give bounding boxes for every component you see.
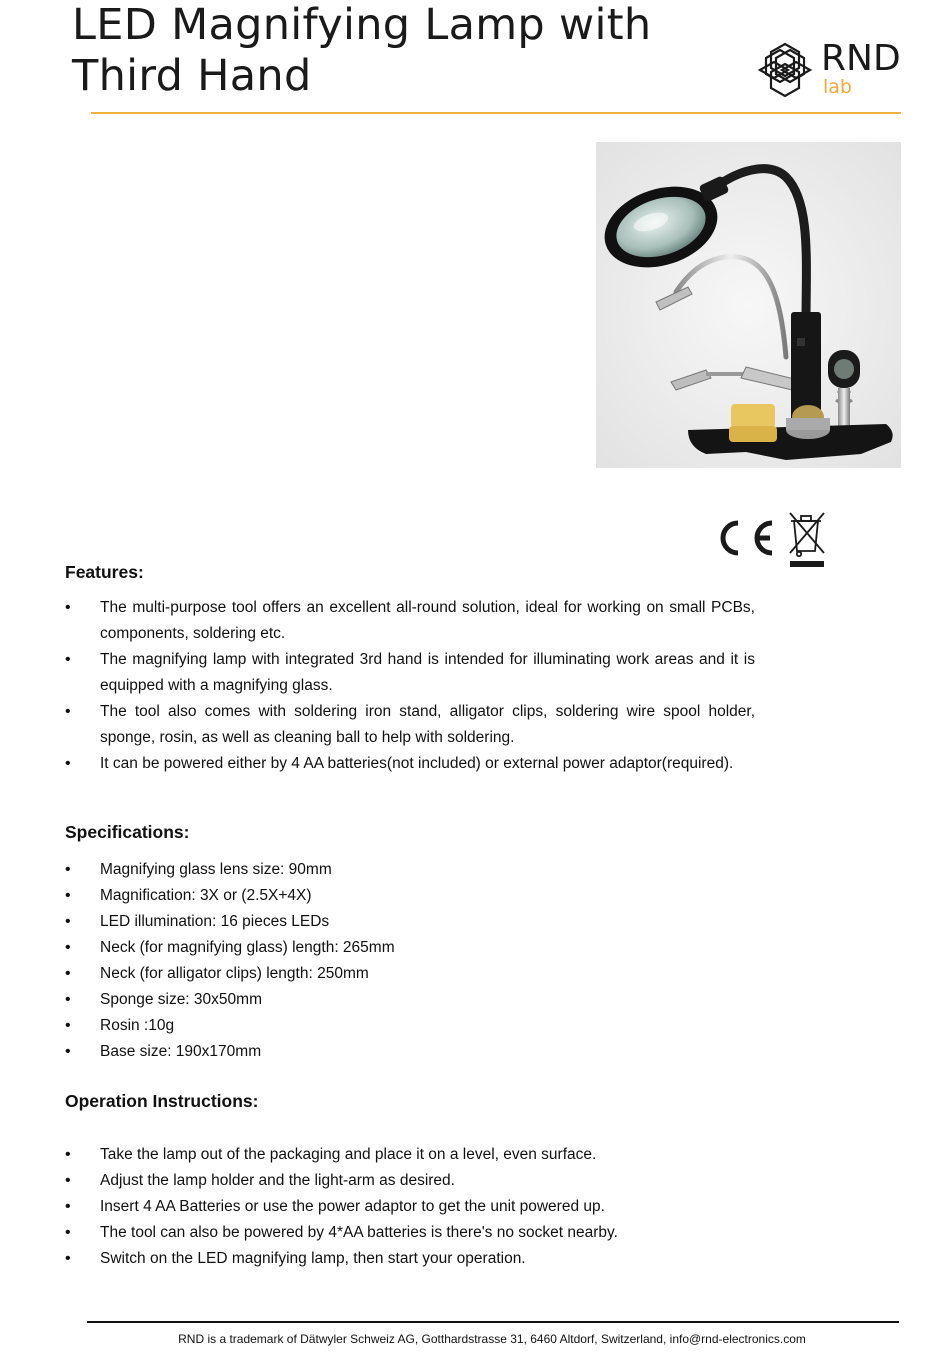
header-divider [91,112,901,114]
list-item: • Take the lamp out of the packaging and place it on a level, even surface. [65,1142,755,1168]
footer-text: RND is a trademark of Dätwyler Schweiz AG, Gotthardstrasse 31, 6460 Altdorf, Switzerland, info@rnd-electronics.com [178,1332,806,1346]
logo-sub: lab [823,76,852,98]
compliance-marks [712,509,832,571]
list-item: • It can be powered either by 4 AA batteries(not included) or external power adaptor(required). [65,751,755,777]
list-item: • Neck (for alligator clips) length: 250mm [65,961,755,987]
title-line-1: LED Magnifying Lamp with [72,0,652,50]
specifications-heading: Specifications: [65,822,190,842]
magnifying-lamp-third-hand-photo [596,142,901,468]
list-item: • The multi-purpose tool offers an excellent all-round solution, ideal for working on small PCBs, components, soldering etc. [65,595,755,647]
list-item: • Switch on the LED magnifying lamp, then start your operation. [65,1246,755,1272]
list-item: • LED illumination: 16 pieces LEDs [65,909,755,935]
weee-crossed-bin-icon [790,513,824,567]
list-item: • Neck (for magnifying glass) length: 265mm [65,935,755,961]
rnd-logo-knot-icon [752,38,818,102]
instructions-heading: Operation Instructions: [65,1091,259,1111]
footer-divider [87,1321,899,1323]
list-item: • Base size: 190x170mm [65,1039,755,1065]
specifications-list [65,857,755,1065]
features-list [65,595,755,777]
features-heading: Features: [65,562,144,582]
list-item: • Insert 4 AA Batteries or use the power adaptor to get the unit powered up. [65,1194,755,1220]
list-item: • Adjust the lamp holder and the light-arm as desired. [65,1168,755,1194]
list-item: • The tool can also be powered by 4*AA batteries is there's no socket nearby. [65,1220,755,1246]
list-item: • The tool also comes with soldering iron stand, alligator clips, soldering wire spool holder, sponge, rosin, as well as cleaning ball to help with soldering. [65,699,755,751]
list-item: • Magnifying glass lens size: 90mm [65,857,755,883]
list-item: • Rosin :10g [65,1013,755,1039]
list-item: • The magnifying lamp with integrated 3rd hand is intended for illuminating work areas and it is equipped with a magnifying glass. [65,647,755,699]
logo-name: RND [821,38,901,79]
list-item: • Sponge size: 30x50mm [65,987,755,1013]
brand-logo [752,38,907,102]
ce-mark-icon [723,523,772,553]
list-item: • Magnification: 3X or (2.5X+4X) [65,883,755,909]
title-line-2: Third Hand [72,51,312,101]
instructions-list [65,1142,755,1272]
page-title [72,0,651,102]
